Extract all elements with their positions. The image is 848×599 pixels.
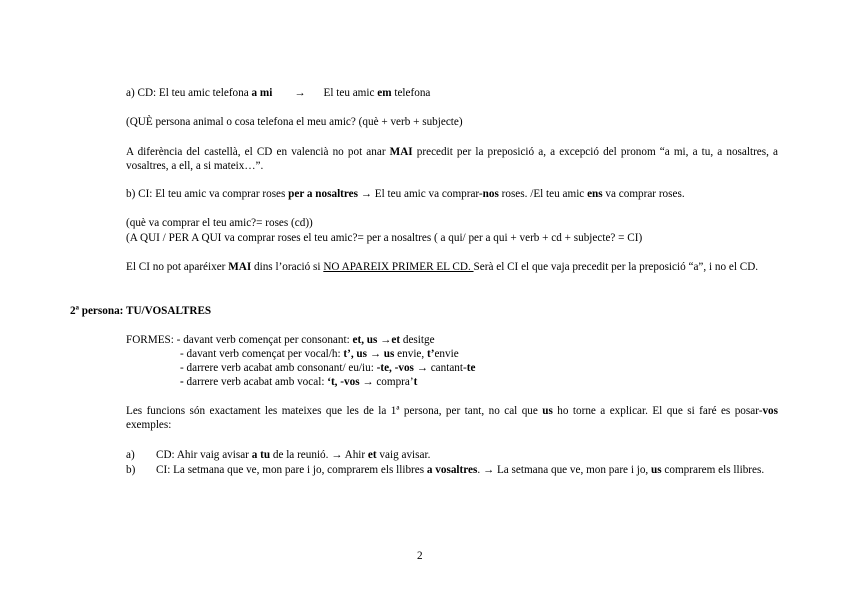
- formes-text: - darrere verb acabat amb consonant/ eu/iu:: [180, 362, 377, 374]
- question-cd-roses: (què va comprar el teu amic?= roses (cd)): [126, 217, 313, 229]
- list-text: comprarem els llibres.: [661, 464, 765, 476]
- example-b-text: b) CI: El teu amic va comprar roses: [126, 188, 289, 200]
- formes-row-2: [180, 347, 459, 361]
- list-bold: et: [367, 449, 377, 461]
- example-a-line: [126, 86, 430, 100]
- list-text: CI: La setmana que ve, mon pare i jo, comprarem els llibres: [156, 464, 427, 476]
- formes-text: darrere verb acabat amb vocal:: [183, 376, 328, 388]
- page-number: 2: [417, 550, 423, 562]
- formes-row-1: [126, 333, 435, 347]
- formes-text: envie: [434, 348, 459, 360]
- formes-text: compra’: [373, 376, 414, 388]
- formes-text: desitge: [400, 334, 435, 346]
- formes-text: - davant verb començat per vocal/h:: [180, 348, 344, 360]
- formes-bold: -: [180, 376, 184, 388]
- example-a-result-end: telefona: [391, 87, 431, 99]
- formes-bold: te: [466, 362, 476, 374]
- question-ci: (A QUI / PER A QUI va comprar roses el teu amic?= per a nosaltres ( a qui/ per a qui + verb + cd + subjecte? = CI): [126, 232, 643, 244]
- paragraph-text: dins l’oració si: [251, 261, 324, 273]
- example-b-text: va comprar roses.: [602, 188, 685, 200]
- formes-row-3: [180, 361, 475, 375]
- paragraph-bold: MAI: [228, 261, 252, 273]
- formes-bold: et: [391, 334, 401, 346]
- formes-text: cantant-: [427, 362, 467, 374]
- list-bold: a vosaltres: [426, 464, 478, 476]
- example-b-bold: ens: [587, 188, 603, 200]
- list-bold: us: [651, 464, 662, 476]
- formes-label: FORMES:: [126, 334, 177, 346]
- formes-bold: us: [383, 348, 395, 360]
- paragraph-bold: us: [542, 405, 553, 417]
- paragraph-text: Les funcions són exactament les mateixes que les de la 1ª persona, per tant, no cal que: [126, 405, 543, 417]
- formes-text: - davant verb començat per consonant:: [176, 334, 353, 346]
- question-cd: (QUÈ persona animal o cosa telefona el meu amic? (què + verb + subjecte): [126, 116, 463, 128]
- paragraph-text: Serà el CI el que vaja precedit per la preposició “a”, i no el CD.: [473, 261, 759, 273]
- formes-row-4: [180, 375, 417, 389]
- paragraph-ci-rule: [126, 260, 778, 274]
- arrow-icon: →: [369, 348, 381, 360]
- paragraph-text: ho torne a explicar. El que si faré es posar-: [552, 405, 763, 417]
- paragraph-cd-rule: [126, 145, 778, 173]
- list-text: de la reunió.: [270, 449, 332, 461]
- paragraph-text: exemples:: [126, 419, 172, 431]
- list-text: vaig avisar.: [376, 449, 431, 461]
- paragraph-text: El CI no pot aparéixer: [126, 261, 229, 273]
- example-b-text: roses. /El teu amic: [498, 188, 588, 200]
- list-text: .: [477, 464, 483, 476]
- formes-bold: ‘t, -vos: [327, 376, 360, 388]
- list-item-marker: b): [126, 464, 136, 476]
- formes-bold: t’, us: [343, 348, 368, 360]
- paragraph-underlined: NO APAREIX PRIMER EL CD.: [323, 261, 474, 273]
- arrow-icon: →: [380, 334, 392, 346]
- example-b-bold: nos: [482, 188, 499, 200]
- paragraph-text: precedit per la preposició a, a excepció del pronom “a mi, a tu, a nosaltres, a vosaltres, a ell, a si mateix…”.: [126, 146, 779, 172]
- paragraph-bold: vos: [762, 405, 778, 417]
- formes-bold: t: [413, 376, 418, 388]
- list-text: La setmana que ve, mon pare i jo,: [494, 464, 652, 476]
- list-item-marker: a): [126, 449, 135, 461]
- formes-text: envie,: [394, 348, 427, 360]
- list-text: CD: Ahir vaig avisar: [156, 449, 252, 461]
- formes-bold: et, us: [352, 334, 378, 346]
- formes-bold: -te, -vos: [376, 362, 414, 374]
- arrow-icon: →: [294, 87, 306, 99]
- arrow-icon: →: [362, 376, 374, 388]
- list-item: [156, 448, 778, 462]
- example-a-text: a) CD: El teu amic telefona: [126, 87, 252, 99]
- list-item: [156, 463, 778, 477]
- example-b-line: [126, 187, 685, 201]
- list-bold: a tu: [251, 449, 271, 461]
- formes-bold: t’: [427, 348, 435, 360]
- section-heading: 2ª persona: TU/VOSALTRES: [70, 305, 212, 317]
- arrow-icon: →: [331, 449, 343, 461]
- example-a-bold: a mi: [251, 87, 273, 99]
- example-a-result-bold: em: [377, 87, 392, 99]
- paragraph-functions: [126, 404, 778, 432]
- arrow-icon: →: [416, 362, 428, 374]
- example-a-result: El teu amic: [323, 87, 378, 99]
- paragraph-text: A diferència del castellà, el CD en valencià no pot anar: [126, 146, 390, 158]
- arrow-icon: →: [360, 188, 372, 200]
- example-b-text: El teu amic va comprar-: [371, 188, 483, 200]
- arrow-icon: →: [482, 464, 495, 476]
- example-b-bold: per a nosaltres: [288, 188, 358, 200]
- paragraph-bold: MAI: [389, 146, 413, 158]
- list-text: Ahir: [342, 449, 368, 461]
